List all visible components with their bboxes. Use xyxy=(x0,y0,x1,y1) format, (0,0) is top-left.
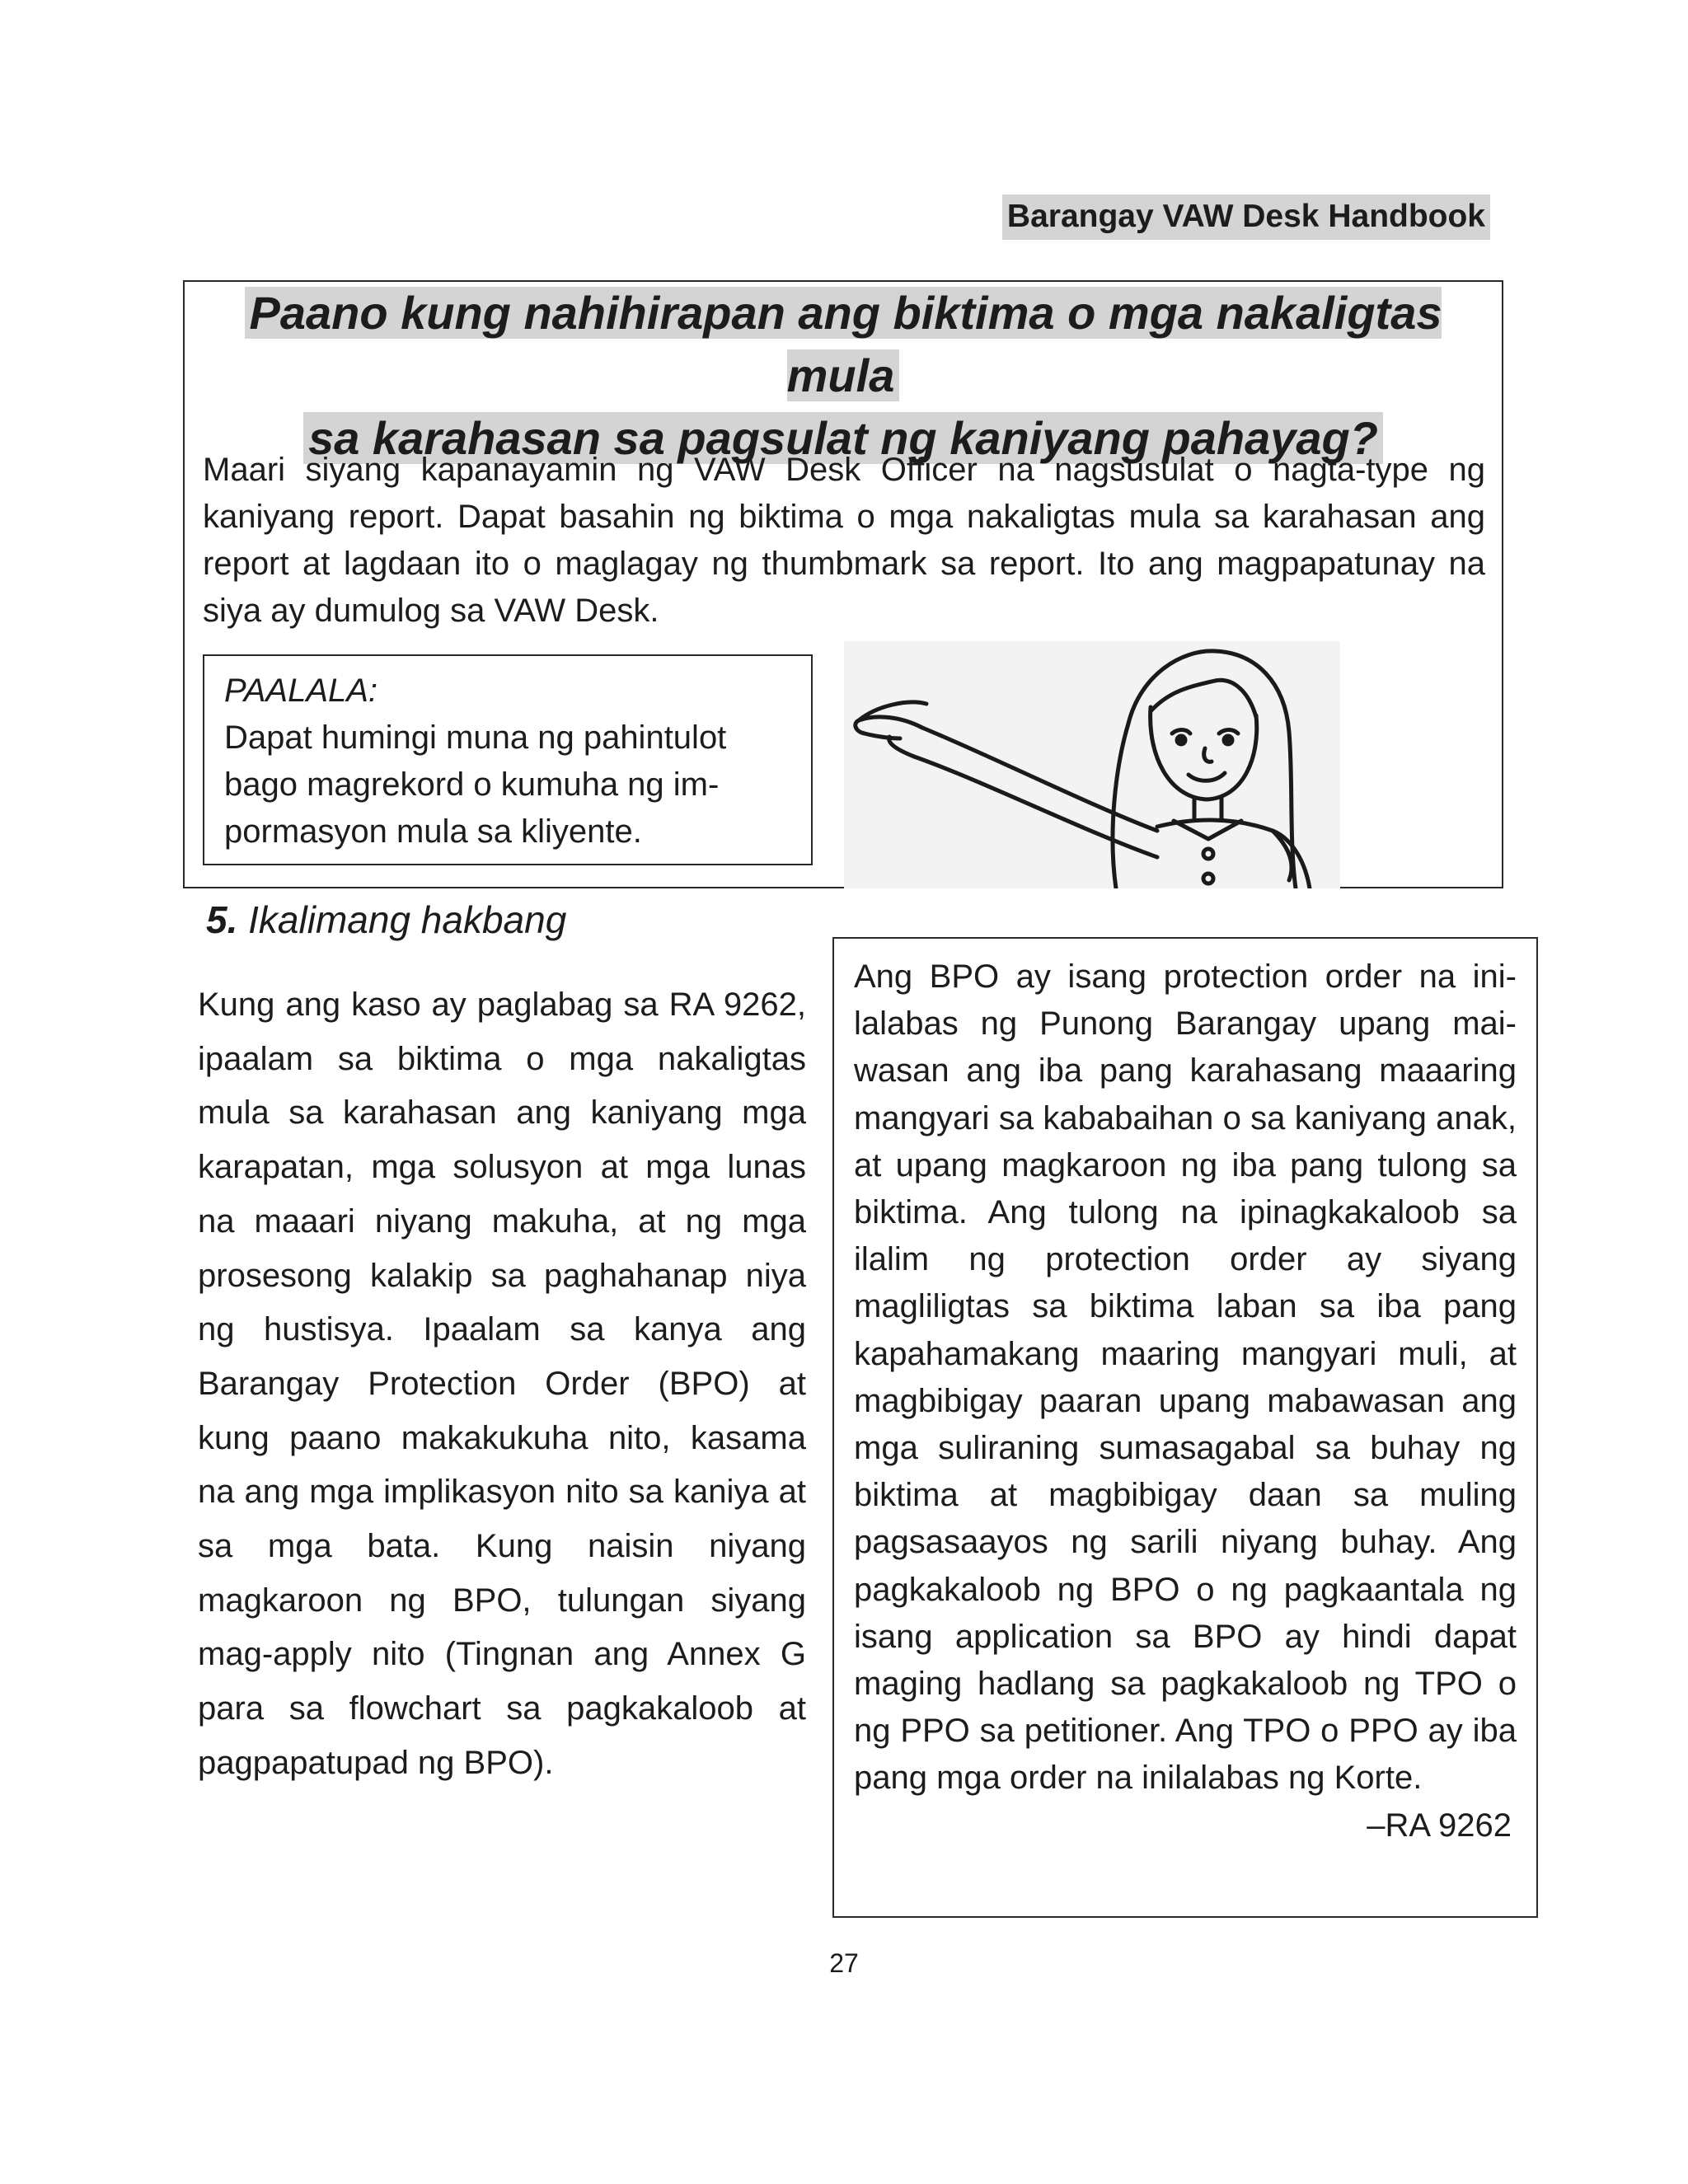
step-number: 5. xyxy=(206,898,238,941)
woman-pointing-illustration xyxy=(844,641,1340,888)
step-body-paragraph: Kung ang kaso ay paglabag sa RA 9262, ipaalam sa biktima o mga nakaligtas mula sa karahasan ang kaniyang mga karapatan, mga solusyon at mga lunas na maaari niyang makuha, at ng mga prosesong kalakip sa paghahanap niya ng hustisya. Ipaalam sa kanya ang Barangay Protection Order (BPO) at kung paano makakukuha nito, kasama na ang mga implikasyon nito sa kaniya at sa mga bata. Kung naisin niyang magkaroon ng BPO, tulungan siyang mag-apply nito (Tingnan ang Annex G para sa flowchart sa pagkakaloob at pagpapatupad ng BPO). xyxy=(198,987,806,1781)
question-box xyxy=(183,280,1503,888)
step-heading xyxy=(206,893,566,946)
question-line-1: Paano kung nahihirapan ang biktima o mga nakaligtas mula xyxy=(245,287,1442,401)
running-header: Barangay VAW Desk Handbook xyxy=(1002,194,1490,240)
bpo-info-box xyxy=(832,937,1538,1918)
question-line-2: sa karahasan sa pagsulat ng kaniyang pahayag? xyxy=(303,412,1383,464)
page-number: 27 xyxy=(829,1948,859,1978)
reminder-title: PAALALA: xyxy=(224,673,378,709)
reminder-box xyxy=(203,654,813,865)
step-title: Ikalimang hakbang xyxy=(248,898,567,941)
question-heading xyxy=(185,282,1502,470)
reminder-text: Dapat humingi muna ng pahintulot bago magrekord o kumuha ng impormasyon mula sa kliyente. xyxy=(224,719,727,850)
bpo-info-source: –RA 9262 xyxy=(1367,1807,1512,1844)
bpo-info-text: Ang BPO ay isang protection order na inilalabas ng Punong Barangay upang maiwasan ang iba pang karahasang maaaring mangyari sa kababaihan o sa kaniyang anak, at upang magkaroon ng iba pang tulong sa biktima. Ang tulong na ipinagkakaloob sa ilalim ng protection order ay siyang magliligtas sa biktima laban sa iba pang kapahamakang maaring mangyari muli, at magbibigay paaran upang mabawasan ang mga suliraning sumasagabal sa buhay ng biktima at magbibigay daan sa muling pagsasaayos ng sarili niyang buhay. Ang pagkakaloob ng BPO o ng pagkaantala ng isang application sa BPO ay hindi dapat maging hadlang sa pagkakaloob ng TPO o ng PPO sa petitioner. Ang TPO o PPO ay iba pang mga order na inilalabas ng Korte. xyxy=(854,958,1517,1797)
question-answer-paragraph: Maari siyang kapanayamin ng VAW Desk Officer na nagsusulat o nagta-type ng kaniyang report. Dapat basahin ng biktima o mga nakaligtas mula sa karahasan ang report at lagdaan ito o maglagay ng thumbmark sa report. Ito ang magpapatunay na siya ay dumulog sa VAW Desk. xyxy=(203,452,1485,629)
